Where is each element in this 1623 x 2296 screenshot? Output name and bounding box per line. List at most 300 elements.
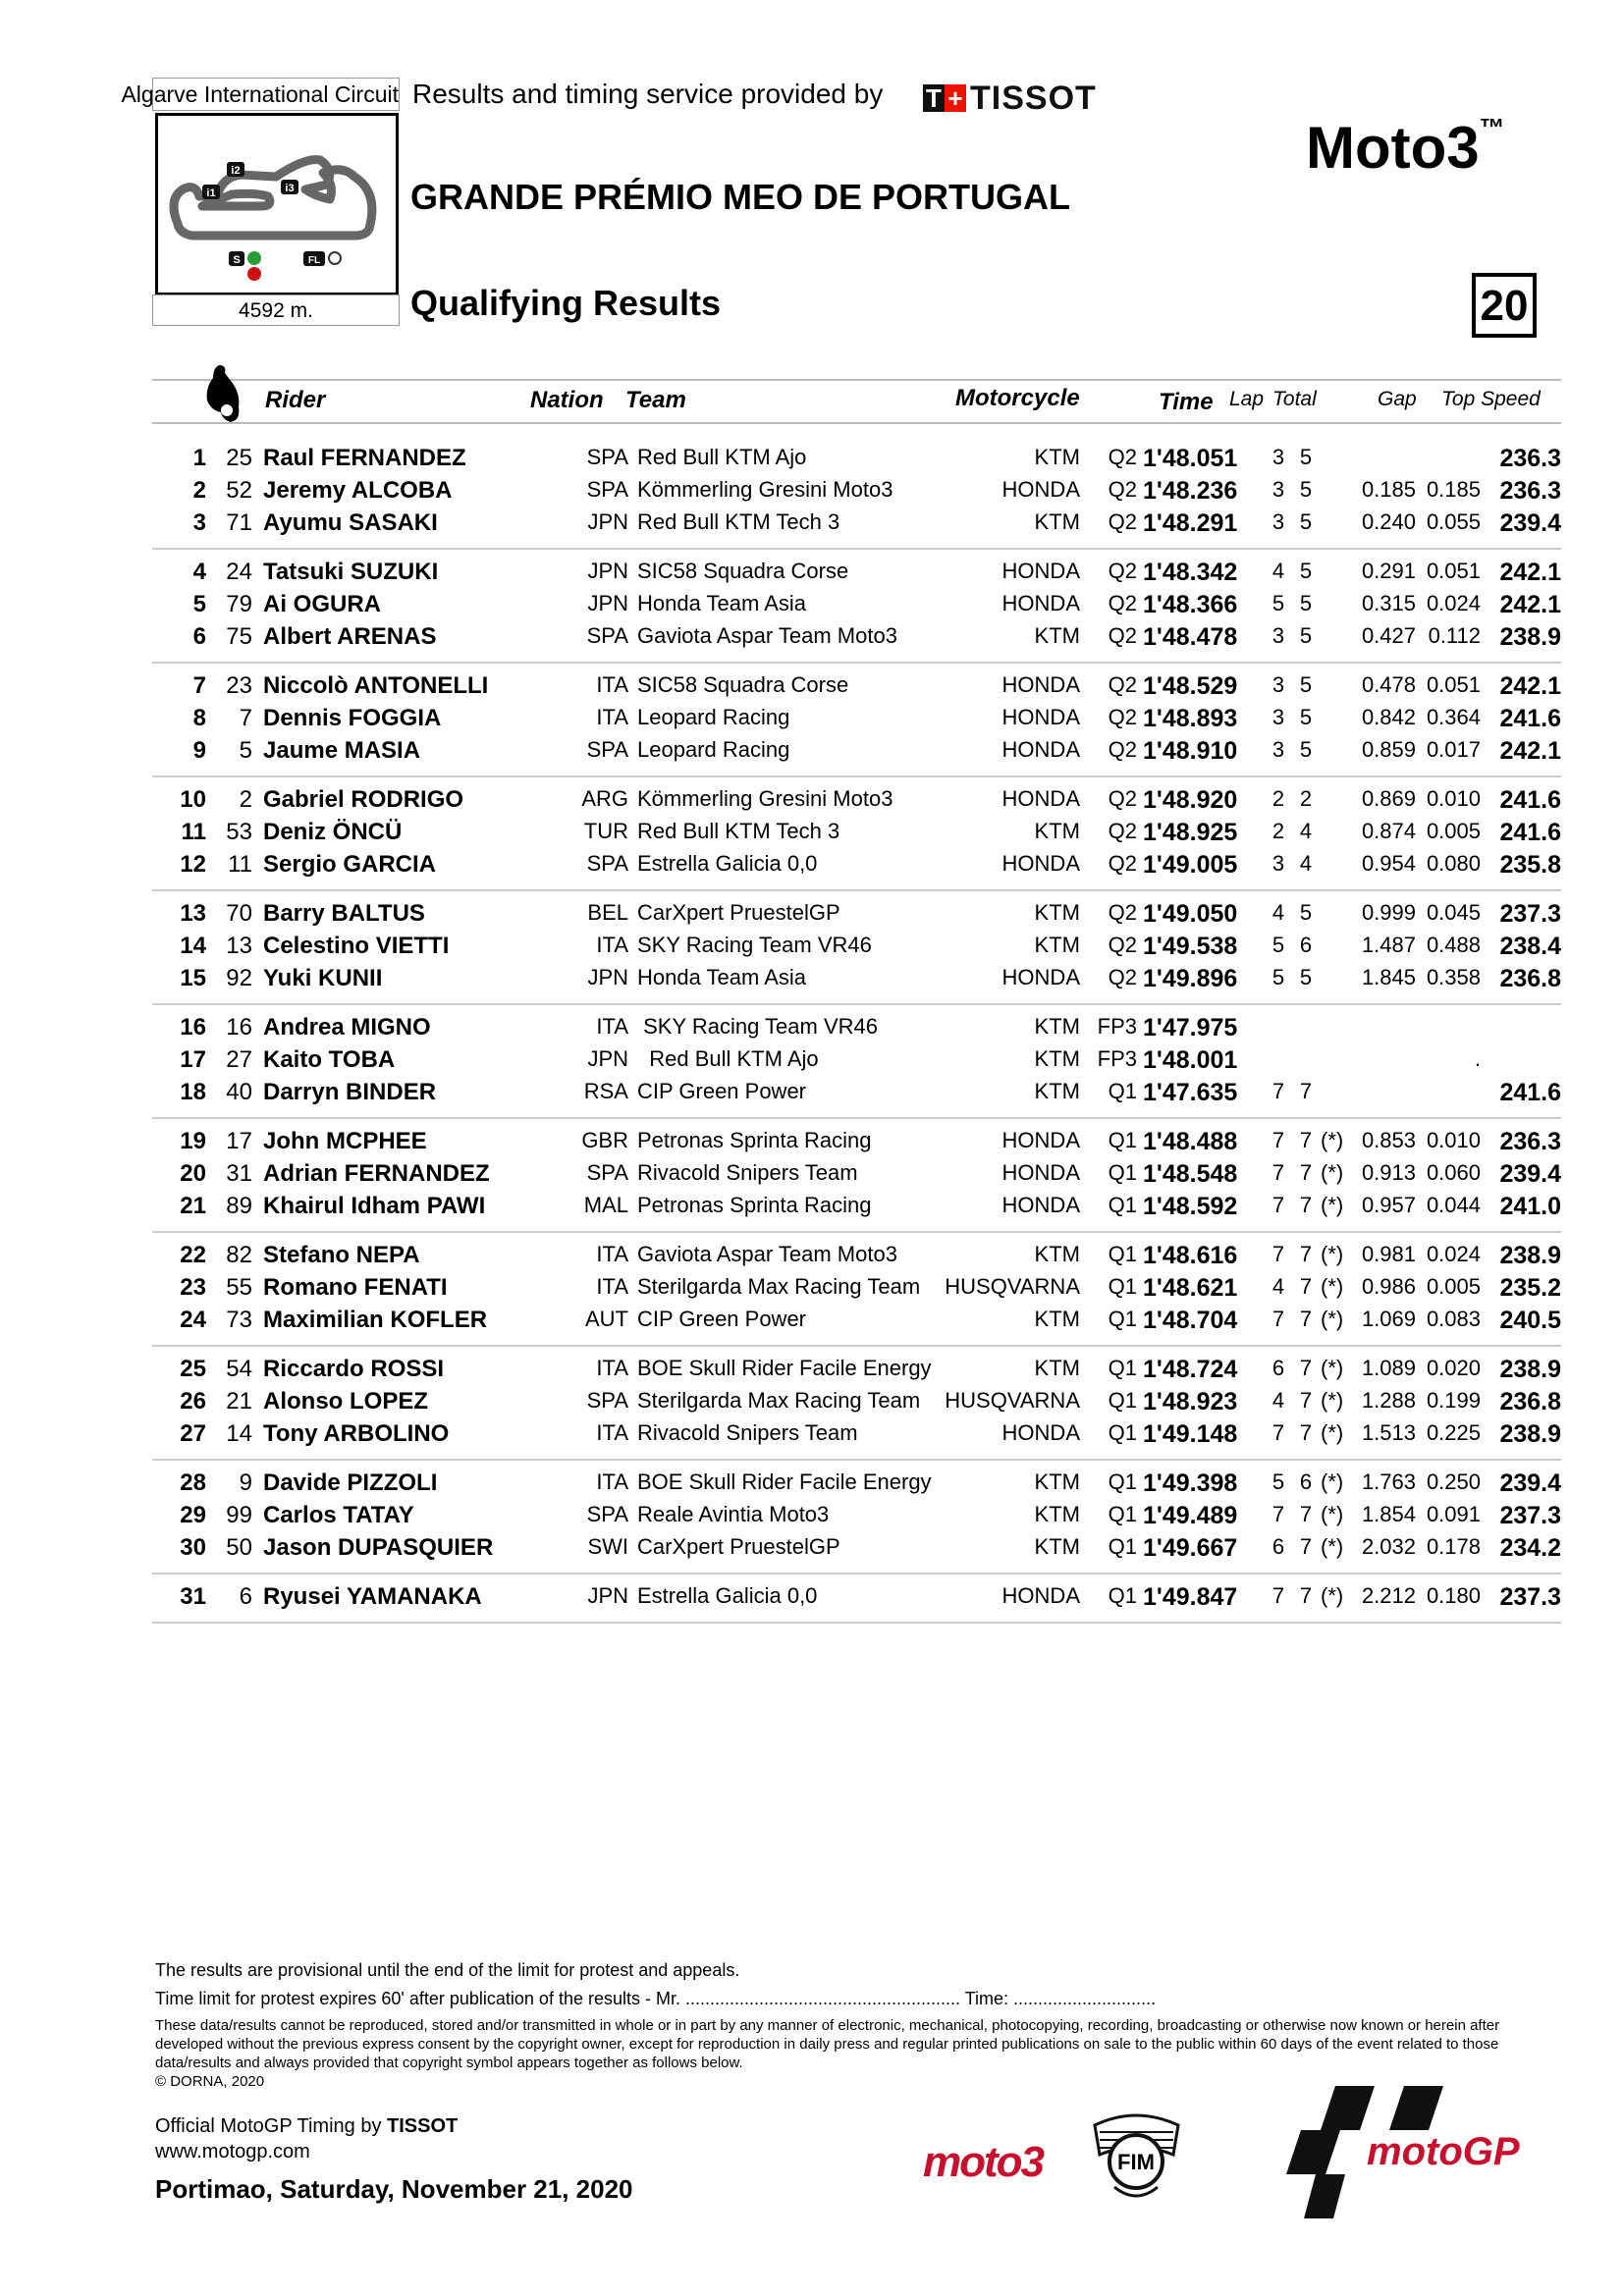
- cell-team: Petronas Sprinta Racing: [637, 1193, 872, 1217]
- cell-gap2: 0.024: [1426, 1242, 1481, 1266]
- cell-speed: 242.1: [1499, 591, 1561, 618]
- cell-gap2: 0.225: [1426, 1420, 1481, 1445]
- cell-num: 31: [226, 1160, 252, 1187]
- cell-lap: 3: [1271, 445, 1285, 469]
- cell-name: Carlos TATAY: [263, 1502, 414, 1528]
- cell-nat: ITA: [596, 1014, 628, 1039]
- cell-time: 1'49.050: [1143, 900, 1238, 928]
- cell-lap: 4: [1271, 559, 1285, 583]
- group-divider: [152, 1231, 1561, 1233]
- cell-pos: 21: [180, 1193, 206, 1219]
- group-divider: [152, 1622, 1561, 1624]
- cell-nat: TUR: [583, 819, 628, 843]
- cell-speed: 237.3: [1499, 1583, 1561, 1611]
- cell-lap: 7: [1271, 1502, 1285, 1526]
- cell-moto: KTM: [1034, 1079, 1080, 1103]
- cell-time: 1'49.489: [1143, 1502, 1238, 1529]
- cell-speed: 241.6: [1499, 1079, 1561, 1106]
- cell-star: (*): [1321, 1128, 1344, 1152]
- cell-nat: JPN: [587, 559, 628, 583]
- cell-moto: HONDA: [1001, 851, 1080, 876]
- cell-speed: 242.1: [1499, 672, 1561, 700]
- cell-num: 79: [226, 591, 252, 617]
- col-rider: Rider: [265, 387, 326, 413]
- cell-gap: 0.185: [1361, 477, 1416, 502]
- cell-lap: 3: [1271, 623, 1285, 648]
- cell-gap2: 0.180: [1426, 1583, 1481, 1608]
- cell-time: 1'49.896: [1143, 965, 1238, 992]
- group-divider: [152, 548, 1561, 550]
- cell-gap: 0.859: [1361, 737, 1416, 762]
- cell-num: 54: [226, 1356, 252, 1382]
- cell-name: Gabriel RODRIGO: [263, 786, 464, 813]
- cell-speed: 238.9: [1499, 623, 1561, 651]
- cell-moto: HONDA: [1001, 1583, 1080, 1608]
- cell-team: Gaviota Aspar Team Moto3: [637, 623, 897, 648]
- cell-lap: 4: [1271, 900, 1285, 925]
- table-row: [0, 965, 1623, 997]
- cell-moto: HONDA: [1001, 477, 1080, 502]
- table-row: [0, 623, 1623, 656]
- cell-lap: 6: [1271, 1356, 1285, 1380]
- table-row: [0, 1307, 1623, 1339]
- group-divider: [152, 662, 1561, 664]
- cell-pos: 23: [180, 1274, 206, 1301]
- cell-lap: 4: [1271, 1388, 1285, 1413]
- cell-sess: Q1: [1108, 1193, 1137, 1217]
- cell-time: 1'48.488: [1143, 1128, 1238, 1155]
- cell-nat: JPN: [587, 591, 628, 615]
- cell-moto: KTM: [1034, 509, 1080, 534]
- cell-nat: ITA: [596, 1356, 628, 1380]
- cell-num: 13: [226, 933, 252, 959]
- cell-gap: 0.986: [1361, 1274, 1416, 1299]
- cell-time: 1'48.616: [1143, 1242, 1238, 1269]
- cell-moto: HONDA: [1001, 559, 1080, 583]
- table-row: [0, 1534, 1623, 1567]
- cell-gap2: 0.178: [1426, 1534, 1481, 1559]
- table-row: [0, 559, 1623, 591]
- cell-moto: HONDA: [1001, 1128, 1080, 1152]
- cell-nat: SPA: [586, 851, 628, 876]
- cell-gap2: 0.045: [1426, 900, 1481, 925]
- cell-time: 1'48.893: [1143, 705, 1238, 732]
- col-total: Total: [1272, 388, 1317, 410]
- cell-name: Ai OGURA: [263, 591, 381, 617]
- cell-tot: 5: [1299, 705, 1313, 729]
- cell-time: 1'48.291: [1143, 509, 1238, 537]
- cell-pos: 5: [192, 591, 206, 617]
- marker-i1: i1: [206, 187, 216, 199]
- cell-nat: JPN: [587, 1046, 628, 1071]
- cell-tot: 7: [1299, 1583, 1313, 1608]
- cell-num: 92: [226, 965, 252, 991]
- table-row: [0, 1160, 1623, 1193]
- cell-name: Stefano NEPA: [263, 1242, 420, 1268]
- cell-name: Jeremy ALCOBA: [263, 477, 453, 504]
- header-rule-top: [152, 379, 1561, 381]
- cell-speed: 239.4: [1499, 509, 1561, 537]
- cell-sess: Q2: [1108, 851, 1137, 876]
- cell-gap: 1.763: [1361, 1469, 1416, 1494]
- session-title: Qualifying Results: [410, 283, 722, 323]
- col-lap: Lap: [1229, 388, 1265, 410]
- table-row: [0, 1128, 1623, 1160]
- cell-pos: 13: [180, 900, 206, 927]
- cell-speed: 241.6: [1499, 786, 1561, 814]
- cell-num: 55: [226, 1274, 252, 1301]
- cell-sess: Q2: [1108, 591, 1137, 615]
- cell-star: (*): [1321, 1583, 1344, 1608]
- cell-tot: 7: [1299, 1356, 1313, 1380]
- swiss-cross-icon: +: [945, 84, 966, 112]
- cell-gap: 1.288: [1361, 1388, 1416, 1413]
- cell-sess: Q2: [1108, 477, 1137, 502]
- cell-sess: Q2: [1108, 786, 1137, 811]
- cell-gap2: 0.364: [1426, 705, 1481, 729]
- track-map: [155, 113, 399, 295]
- cell-sess: FP3: [1097, 1014, 1137, 1039]
- motogp-logo: [1276, 2086, 1520, 2218]
- table-row: [0, 1502, 1623, 1534]
- cell-tot: 7: [1299, 1242, 1313, 1266]
- group-divider: [152, 1003, 1561, 1005]
- cell-num: 5: [239, 737, 252, 764]
- cell-star: (*): [1321, 1160, 1344, 1185]
- provisional-note: The results are provisional until the end of the limit for protest and appeals.: [155, 1960, 740, 1980]
- cell-team: Petronas Sprinta Racing: [637, 1128, 872, 1152]
- cell-lap: 2: [1271, 819, 1285, 843]
- cell-time: 1'49.667: [1143, 1534, 1238, 1562]
- cell-sess: Q1: [1108, 1079, 1137, 1103]
- cell-num: 27: [226, 1046, 252, 1073]
- cell-speed: 241.0: [1499, 1193, 1561, 1220]
- cell-team: Sterilgarda Max Racing Team: [637, 1274, 921, 1299]
- cell-moto: KTM: [1034, 1046, 1080, 1071]
- cell-speed: 242.1: [1499, 737, 1561, 765]
- tissot-logo: T + TISSOT: [923, 82, 1097, 114]
- cell-time: 1'49.148: [1143, 1420, 1238, 1448]
- cell-gap: 0.954: [1361, 851, 1416, 876]
- website-link[interactable]: www.motogp.com: [155, 2141, 310, 2163]
- svg-text:motoGP: motoGP: [1367, 2130, 1520, 2173]
- cell-nat: MAL: [583, 1193, 628, 1217]
- cell-team: SIC58 Squadra Corse: [637, 559, 849, 583]
- cell-time: 1'47.975: [1143, 1014, 1238, 1041]
- cell-name: Yuki KUNII: [263, 965, 383, 991]
- cell-lap: 7: [1271, 1420, 1285, 1445]
- cell-moto: KTM: [1034, 1014, 1080, 1039]
- cell-lap: 3: [1271, 509, 1285, 534]
- cell-sess: Q1: [1108, 1274, 1137, 1299]
- cell-nat: BEL: [587, 900, 628, 925]
- cell-moto: KTM: [1034, 1469, 1080, 1494]
- cell-gap2: 0.020: [1426, 1356, 1481, 1380]
- cell-gap2: 0.250: [1426, 1469, 1481, 1494]
- cell-nat: ITA: [596, 1274, 628, 1299]
- cell-tot: 4: [1299, 851, 1313, 876]
- cell-lap: 7: [1271, 1160, 1285, 1185]
- cell-gap2: 0.010: [1426, 786, 1481, 811]
- cell-star: (*): [1321, 1502, 1344, 1526]
- cell-team: Gaviota Aspar Team Moto3: [637, 1242, 897, 1266]
- cell-team: Red Bull KTM Ajo: [637, 1046, 819, 1071]
- cell-num: 9: [239, 1469, 252, 1496]
- cell-moto: HONDA: [1001, 672, 1080, 697]
- cell-num: 89: [226, 1193, 252, 1219]
- cell-moto: HONDA: [1001, 705, 1080, 729]
- cell-sess: Q2: [1108, 933, 1137, 957]
- cell-gap: 0.913: [1361, 1160, 1416, 1185]
- cell-nat: SPA: [586, 445, 628, 469]
- cell-sess: FP3: [1097, 1046, 1137, 1071]
- cell-name: Niccolò ANTONELLI: [263, 672, 489, 699]
- cell-pos: 28: [180, 1469, 206, 1496]
- table-row: [0, 591, 1623, 623]
- cell-star: (*): [1321, 1193, 1344, 1217]
- cell-tot: 7: [1299, 1534, 1313, 1559]
- cell-time: 1'49.538: [1143, 933, 1238, 960]
- cell-pos: 29: [180, 1502, 206, 1528]
- table-row: [0, 1046, 1623, 1079]
- cell-sess: Q2: [1108, 819, 1137, 843]
- cell-num: 2: [239, 786, 252, 813]
- cell-speed: 241.6: [1499, 819, 1561, 846]
- cell-nat: SPA: [586, 1160, 628, 1185]
- cell-lap: 7: [1271, 1128, 1285, 1152]
- cell-gap2: 0.051: [1426, 672, 1481, 697]
- cell-gap: 1.089: [1361, 1356, 1416, 1380]
- cell-num: 16: [226, 1014, 252, 1041]
- cell-time: 1'48.051: [1143, 445, 1238, 472]
- timing-note: Results and timing service provided by: [412, 79, 884, 109]
- cell-time: 1'48.592: [1143, 1193, 1238, 1220]
- cell-num: 99: [226, 1502, 252, 1528]
- cell-team: Estrella Galicia 0,0: [637, 1583, 818, 1608]
- cell-num: 21: [226, 1388, 252, 1415]
- cell-name: Raul FERNANDEZ: [263, 445, 466, 471]
- cell-moto: KTM: [1034, 1534, 1080, 1559]
- cell-speed: 242.1: [1499, 559, 1561, 586]
- cell-time: 1'48.236: [1143, 477, 1238, 505]
- tissot-t-icon: T: [923, 84, 945, 112]
- cell-gap2: 0.185: [1426, 477, 1481, 502]
- cell-moto: KTM: [1034, 1307, 1080, 1331]
- cell-nat: SWI: [587, 1534, 628, 1559]
- cell-name: Kaito TOBA: [263, 1046, 396, 1073]
- cell-name: Tony ARBOLINO: [263, 1420, 450, 1447]
- cell-moto: KTM: [1034, 1242, 1080, 1266]
- cell-speed: 238.4: [1499, 933, 1561, 960]
- cell-time: 1'49.398: [1143, 1469, 1238, 1497]
- cell-pos: 6: [192, 623, 206, 650]
- cell-lap: 2: [1271, 786, 1285, 811]
- cell-time: 1'48.724: [1143, 1356, 1238, 1383]
- cell-gap: 1.854: [1361, 1502, 1416, 1526]
- cell-sess: Q2: [1108, 737, 1137, 762]
- cell-speed: 240.5: [1499, 1307, 1561, 1334]
- cell-nat: RSA: [583, 1079, 628, 1103]
- cell-moto: HONDA: [1001, 1160, 1080, 1185]
- cell-pos: 10: [180, 786, 206, 813]
- cell-nat: JPN: [587, 509, 628, 534]
- svg-text:FIM: FIM: [1117, 2150, 1155, 2174]
- cell-nat: AUT: [585, 1307, 628, 1331]
- header-rule-bottom: [152, 422, 1561, 424]
- cell-nat: ITA: [596, 1242, 628, 1266]
- cell-team: Red Bull KTM Ajo: [637, 445, 807, 469]
- table-row: [0, 1079, 1623, 1111]
- cell-sess: Q2: [1108, 445, 1137, 469]
- table-row: [0, 1469, 1623, 1502]
- cell-moto: HONDA: [1001, 1420, 1080, 1445]
- cell-gap: 1.069: [1361, 1307, 1416, 1331]
- cell-nat: SPA: [586, 623, 628, 648]
- cell-nat: ITA: [596, 933, 628, 957]
- cell-speed: 241.6: [1499, 705, 1561, 732]
- cell-gap2: 0.112: [1428, 623, 1481, 648]
- cell-gap2: 0.005: [1426, 1274, 1481, 1299]
- cell-time: 1'48.704: [1143, 1307, 1238, 1334]
- cell-sess: Q2: [1108, 900, 1137, 925]
- cell-gap2: 0.055: [1426, 509, 1481, 534]
- cell-sess: Q2: [1108, 509, 1137, 534]
- cell-nat: ITA: [596, 705, 628, 729]
- cell-gap2: 0.488: [1426, 933, 1481, 957]
- cell-star: (*): [1321, 1469, 1344, 1494]
- protest-note: Time limit for protest expires 60' after publication of the results - Mr. ........................................................ Time: .............................: [155, 1989, 1157, 2008]
- table-row: [0, 1420, 1623, 1453]
- cell-gap: 0.842: [1361, 705, 1416, 729]
- cell-num: 17: [226, 1128, 252, 1154]
- cell-star: (*): [1321, 1274, 1344, 1299]
- cell-gap2: 0.005: [1426, 819, 1481, 843]
- cell-gap: 2.212: [1361, 1583, 1416, 1608]
- table-row: [0, 851, 1623, 883]
- table-row: [0, 672, 1623, 705]
- cell-tot: 7: [1299, 1388, 1313, 1413]
- cell-time: 1'48.548: [1143, 1160, 1238, 1188]
- cell-star: (*): [1321, 1420, 1344, 1445]
- table-row: [0, 1388, 1623, 1420]
- cell-moto: KTM: [1034, 819, 1080, 843]
- cell-name: John MCPHEE: [263, 1128, 427, 1154]
- cell-tot: 5: [1299, 477, 1313, 502]
- cell-team: Kömmerling Gresini Moto3: [637, 786, 893, 811]
- cell-team: CIP Green Power: [637, 1307, 807, 1331]
- cell-nat: ITA: [596, 1420, 628, 1445]
- cell-num: 71: [226, 509, 252, 536]
- cell-star: (*): [1321, 1307, 1344, 1331]
- cell-sess: Q1: [1108, 1388, 1137, 1413]
- cell-name: Khairul Idham PAWI: [263, 1193, 486, 1219]
- cell-team: Red Bull KTM Tech 3: [637, 819, 840, 843]
- cell-tot: 5: [1299, 623, 1313, 648]
- cell-team: BOE Skull Rider Facile Energy: [637, 1356, 932, 1380]
- cell-team: SKY Racing Team VR46: [637, 1014, 878, 1039]
- cell-speed: 237.3: [1499, 900, 1561, 928]
- cell-num: 50: [226, 1534, 252, 1561]
- cell-speed: 239.4: [1499, 1469, 1561, 1497]
- cell-sess: Q2: [1108, 559, 1137, 583]
- cell-num: 82: [226, 1242, 252, 1268]
- cell-num: 14: [226, 1420, 252, 1447]
- cell-time: 1'48.366: [1143, 591, 1238, 618]
- cell-tot: 5: [1299, 591, 1313, 615]
- cell-moto: KTM: [1034, 933, 1080, 957]
- cell-speed: 238.9: [1499, 1420, 1561, 1448]
- cell-speed: 238.9: [1499, 1242, 1561, 1269]
- cell-star: (*): [1321, 1242, 1344, 1266]
- cell-gap2: 0.358: [1426, 965, 1481, 989]
- cell-name: Darryn BINDER: [263, 1079, 437, 1105]
- cell-pos: 17: [180, 1046, 206, 1073]
- cell-pos: 9: [192, 737, 206, 764]
- cell-lap: 3: [1271, 477, 1285, 502]
- col-gap: Gap: [1378, 388, 1417, 410]
- cell-tot: 5: [1299, 559, 1313, 583]
- cell-pos: 7: [192, 672, 206, 699]
- cell-time: 1'49.847: [1143, 1583, 1238, 1611]
- cell-nat: ARG: [581, 786, 628, 811]
- table-row: [0, 445, 1623, 477]
- cell-pos: 20: [180, 1160, 206, 1187]
- group-divider: [152, 1459, 1561, 1461]
- cell-tot: 6: [1299, 1469, 1313, 1494]
- table-row: [0, 1583, 1623, 1616]
- group-divider: [152, 775, 1561, 777]
- cell-nat: SPA: [586, 1502, 628, 1526]
- class-title: Moto3™: [1306, 113, 1505, 181]
- cell-lap: 4: [1271, 1274, 1285, 1299]
- cell-tot: 7: [1299, 1193, 1313, 1217]
- cell-gap2: 0.024: [1426, 591, 1481, 615]
- cell-lap: 7: [1271, 1583, 1285, 1608]
- cell-gap: 0.240: [1361, 509, 1416, 534]
- cell-name: Deniz ÖNCÜ: [263, 819, 403, 845]
- cell-moto: HONDA: [1001, 1193, 1080, 1217]
- page-number: 20: [1472, 273, 1537, 338]
- cell-team: Leopard Racing: [637, 705, 790, 729]
- cell-speed: 234.2: [1499, 1534, 1561, 1562]
- cell-pos: 19: [180, 1128, 206, 1154]
- cell-gap2: .: [1474, 1046, 1481, 1071]
- cell-pos: 18: [180, 1079, 206, 1105]
- cell-tot: 7: [1299, 1274, 1313, 1299]
- cell-sess: Q2: [1108, 705, 1137, 729]
- cell-time: 1'48.621: [1143, 1274, 1238, 1302]
- cell-name: Tatsuki SUZUKI: [263, 559, 439, 585]
- cell-num: 7: [239, 705, 252, 731]
- cell-team: Kömmerling Gresini Moto3: [637, 477, 893, 502]
- cell-num: 23: [226, 672, 252, 699]
- cell-gap2: 0.083: [1426, 1307, 1481, 1331]
- table-row: [0, 1193, 1623, 1225]
- cell-time: 1'48.342: [1143, 559, 1238, 586]
- table-row: [0, 477, 1623, 509]
- cell-team: Leopard Racing: [637, 737, 790, 762]
- cell-pos: 25: [180, 1356, 206, 1382]
- cell-gap: 0.869: [1361, 786, 1416, 811]
- cell-nat: SPA: [586, 737, 628, 762]
- cell-num: 40: [226, 1079, 252, 1105]
- cell-time: 1'48.478: [1143, 623, 1238, 651]
- cell-gap2: 0.080: [1426, 851, 1481, 876]
- cell-sess: Q1: [1108, 1583, 1137, 1608]
- cell-speed: 236.8: [1499, 1388, 1561, 1415]
- cell-time: 1'48.920: [1143, 786, 1238, 814]
- cell-gap: 0.981: [1361, 1242, 1416, 1266]
